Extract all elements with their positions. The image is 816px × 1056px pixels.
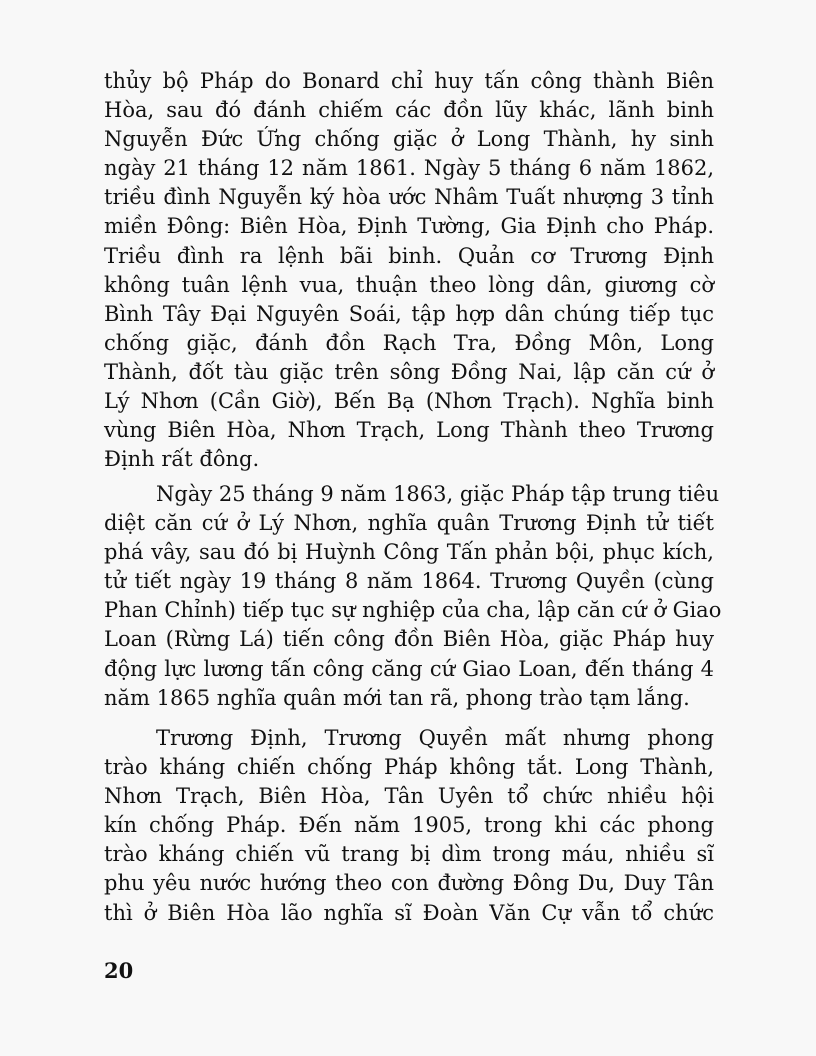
text-line: Định rất đông. — [104, 447, 260, 472]
text-line: Bình Tây Đại Nguyên Soái, tập hợp dân chúng tiếp tục — [104, 301, 714, 326]
text-line: động lực lương tấn công căng cứ Giao Loan, đến tháng 4 — [104, 656, 714, 681]
text-line: kín chống Pháp. Đến năm 1905, trong khi các phong — [104, 813, 714, 838]
text-line: Trương Định, Trương Quyền mất nhưng phong — [156, 726, 714, 750]
text-line: triều đình Nguyễn ký hòa ước Nhâm Tuất nhượng 3 tỉnh — [104, 185, 714, 210]
text-line: trào kháng chiến vũ trang bị dìm trong máu, nhiều sĩ — [104, 842, 714, 867]
text-line: miền Đông: Biên Hòa, Định Tường, Gia Định cho Pháp. — [104, 214, 714, 239]
text-line: chống giặc, đánh đồn Rạch Tra, Đồng Môn, Long — [104, 330, 714, 355]
text-line: ngày 21 tháng 12 năm 1861. Ngày 5 tháng 6 năm 1862, — [104, 156, 714, 181]
paragraph-2 — [104, 480, 722, 713]
text-line: năm 1865 nghĩa quân mới tan rã, phong trào tạm lắng. — [104, 685, 690, 710]
text-line: phá vây, sau đó bị Huỳnh Công Tấn phản bội, phục kích, — [104, 540, 714, 565]
text-line: thủy bộ Pháp do Bonard chỉ huy tấn công thành Biên — [104, 69, 714, 93]
text-line: Nguyễn Đức Ứng chống giặc ở Long Thành, hy sinh — [104, 127, 714, 152]
text-line: Thành, đốt tàu giặc trên sông Đồng Nai, lập căn cứ ở — [104, 359, 714, 384]
text-line: diệt căn cứ ở Lý Nhơn, nghĩa quân Trương Định tử tiết — [104, 511, 714, 536]
paragraph-1 — [104, 67, 714, 474]
text-line: Hòa, sau đó đánh chiếm các đồn lũy khác, lãnh binh — [104, 98, 714, 123]
text-line: vùng Biên Hòa, Nhơn Trạch, Long Thành theo Trương — [104, 418, 714, 443]
text-line: Loan (Rừng Lá) tiến công đồn Biên Hòa, giặc Pháp huy — [104, 627, 714, 652]
text-line: thì ở Biên Hòa lão nghĩa sĩ Đoàn Văn Cự vẫn tổ chức — [104, 900, 714, 925]
page-number: 20 — [104, 958, 134, 983]
text-line: Nhơn Trạch, Biên Hòa, Tân Uyên tổ chức nhiều hội — [104, 784, 714, 809]
text-line: Triều đình ra lệnh bãi binh. Quản cơ Trương Định — [104, 243, 714, 268]
text-line: Lý Nhơn (Cần Giờ), Bến Bạ (Nhơn Trạch). Nghĩa binh — [104, 389, 714, 414]
text-line: Phan Chỉnh) tiếp tục sự nghiệp của cha, lập căn cứ ở Giao — [104, 598, 722, 623]
text-line: Ngày 25 tháng 9 năm 1863, giặc Pháp tập trung tiêu — [156, 482, 720, 506]
text-line: trào kháng chiến chống Pháp không tắt. Long Thành, — [104, 755, 714, 780]
text-line: không tuân lệnh vua, thuận theo lòng dân, giương cờ — [104, 272, 714, 297]
text-line: phu yêu nước hướng theo con đường Đông Du, Duy Tân — [104, 871, 714, 896]
text-line: tử tiết ngày 19 tháng 8 năm 1864. Trương Quyền (cùng — [104, 569, 714, 594]
paragraph-3 — [104, 724, 714, 928]
